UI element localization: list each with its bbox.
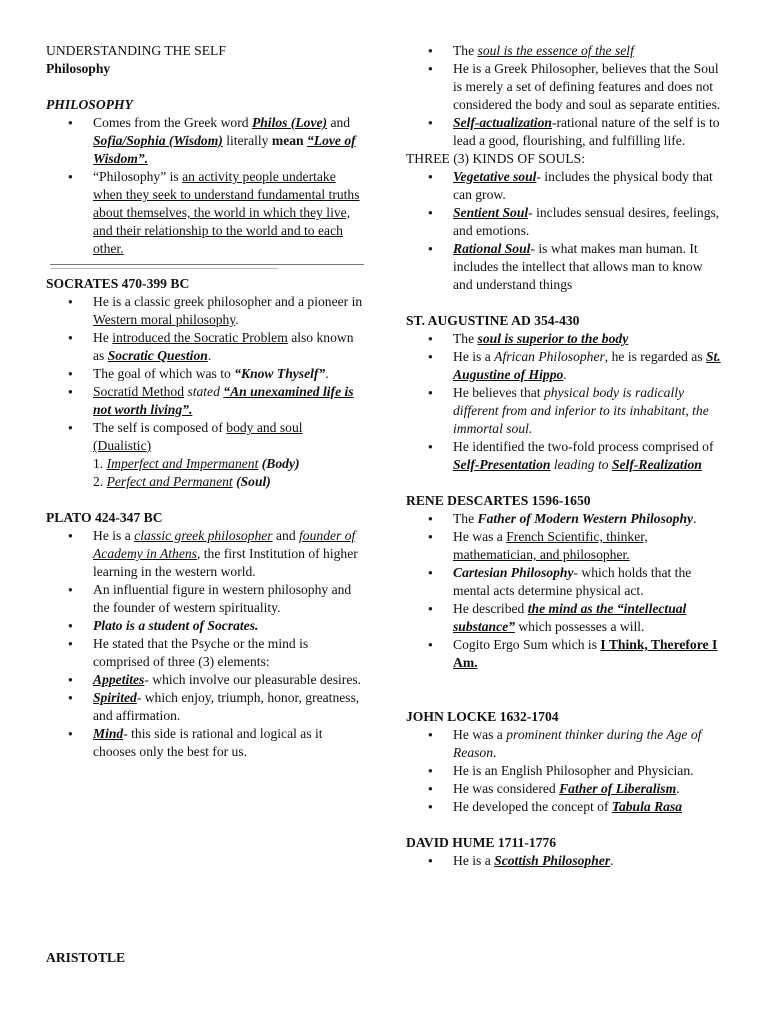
- locke-list: [406, 726, 724, 816]
- list-item: ● He developed the concept of Tabula Rasa: [406, 798, 724, 816]
- list-item: ● The self is composed of body and soul (Dualistic): [46, 419, 364, 455]
- list-item: ● The Father of Modern Western Philosophy.: [406, 510, 724, 528]
- list-item: ● An influential figure in western philosophy and the founder of western spirituality.: [46, 581, 364, 617]
- document-subtitle: Philosophy: [46, 61, 111, 76]
- list-item: ● Cogito Ergo Sum which is I Think, Therefore I Am.: [406, 636, 724, 672]
- list-item: ● Comes from the Greek word Philos (Love) and Sofia/Sophia (Wisdom) literally mean “Love of Wisdom”.: [46, 114, 364, 168]
- list-item: ● He was considered Father of Liberalism.: [406, 780, 724, 798]
- list-item: ● Mind- this side is rational and logical as it chooses only the best for us.: [46, 725, 364, 761]
- list-item: ● He is a classic greek philosopher and founder of Academy in Athens, the first Institution of higher learning in the western world.: [46, 527, 364, 581]
- list-item: ● He stated that the Psyche or the mind is comprised of three (3) elements:: [46, 635, 364, 671]
- list-item: ● He is a Greek Philosopher, believes that the Soul is merely a set of defining features and does not considered the body and soul as separate entities.: [406, 60, 724, 114]
- section-heading-plato: PLATO 424-347 BC: [46, 510, 163, 525]
- document-title: UNDERSTANDING THE SELF: [46, 43, 226, 58]
- souls-list: [406, 168, 724, 294]
- aristotle-list: [406, 42, 724, 150]
- sub-item: 1. Imperfect and Impermanent (Body): [93, 456, 300, 471]
- list-item: ● Sentient Soul- includes sensual desires, feelings, and emotions.: [406, 204, 724, 240]
- list-item: ● He described the mind as the “intellectual substance” which possesses a will.: [406, 600, 724, 636]
- list-item: ● Appetites- which involve our pleasurable desires.: [46, 671, 364, 689]
- section-heading-philosophy: PHILOSOPHY: [46, 97, 133, 112]
- list-item: ● He was a prominent thinker during the Age of Reason.: [406, 726, 724, 762]
- list-item: ● He is an English Philosopher and Physician.: [406, 762, 724, 780]
- list-item: ● The soul is superior to the body: [406, 330, 724, 348]
- list-item: ● He is a African Philosopher, he is regarded as St. Augustine of Hippo.: [406, 348, 724, 384]
- list-item: ● Socratid Method stated “An unexamined life is not worth living”.: [46, 383, 364, 419]
- list-item: ● He believes that physical body is radically different from and inferior to its inhabitant, the immortal soul.: [406, 384, 724, 438]
- list-item: ● He was a French Scientific, thinker, mathematician, and philosopher.: [406, 528, 724, 564]
- section-heading-hume: DAVID HUME 1711-1776: [406, 835, 557, 850]
- socrates-list: [46, 293, 364, 455]
- list-item: ● Spirited- which enjoy, triumph, honor, greatness, and affirmation.: [46, 689, 364, 725]
- section-heading-aristotle: ARISTOTLE: [46, 950, 126, 965]
- list-item: ● Self-actualization-rational nature of the self is to lead a good, flourishing, and fulfilling life.: [406, 114, 724, 150]
- plato-list: [46, 527, 364, 761]
- list-item: ● He is a Scottish Philosopher.: [406, 852, 724, 870]
- section-heading-socrates: SOCRATES 470-399 BC: [46, 276, 190, 291]
- list-item: ● Vegetative soul- includes the physical body that can grow.: [406, 168, 724, 204]
- section-heading-souls: THREE (3) KINDS OF SOULS:: [406, 151, 585, 166]
- list-item: ● Rational Soul- is what makes man human. It includes the intellect that allows man to know and understand things: [406, 240, 724, 294]
- philosophy-list: [46, 114, 364, 258]
- left-column: [46, 42, 364, 761]
- list-item: ● The goal of which was to “Know Thyself”.: [46, 365, 364, 383]
- section-divider: [50, 264, 364, 265]
- section-heading-descartes: RENE DESCARTES 1596-1650: [406, 493, 591, 508]
- right-column: [406, 42, 724, 870]
- list-item: ● He identified the two-fold process comprised of Self-Presentation leading to Self-Realization: [406, 438, 724, 474]
- list-item: ● He is a classic greek philosopher and a pioneer in Western moral philosophy.: [46, 293, 364, 329]
- list-item: ● “Philosophy” is an activity people undertake when they seek to understand fundamental truths about themselves, the world in which they live, and their relationship to the world and to each other.: [46, 168, 364, 258]
- list-item: ● He introduced the Socratic Problem also known as Socratic Question.: [46, 329, 364, 365]
- list-item: ● Plato is a student of Socrates.: [46, 617, 364, 635]
- descartes-list: [406, 510, 724, 672]
- hume-list: [406, 852, 724, 870]
- augustine-list: [406, 330, 724, 474]
- list-item: ● The soul is the essence of the self: [406, 42, 724, 60]
- list-item: ● Cartesian Philosophy- which holds that the mental acts determine physical act.: [406, 564, 724, 600]
- section-heading-augustine: ST. AUGUSTINE AD 354-430: [406, 313, 580, 328]
- sub-item: 2. Perfect and Permanent (Soul): [93, 474, 271, 489]
- section-heading-locke: JOHN LOCKE 1632-1704: [406, 709, 559, 724]
